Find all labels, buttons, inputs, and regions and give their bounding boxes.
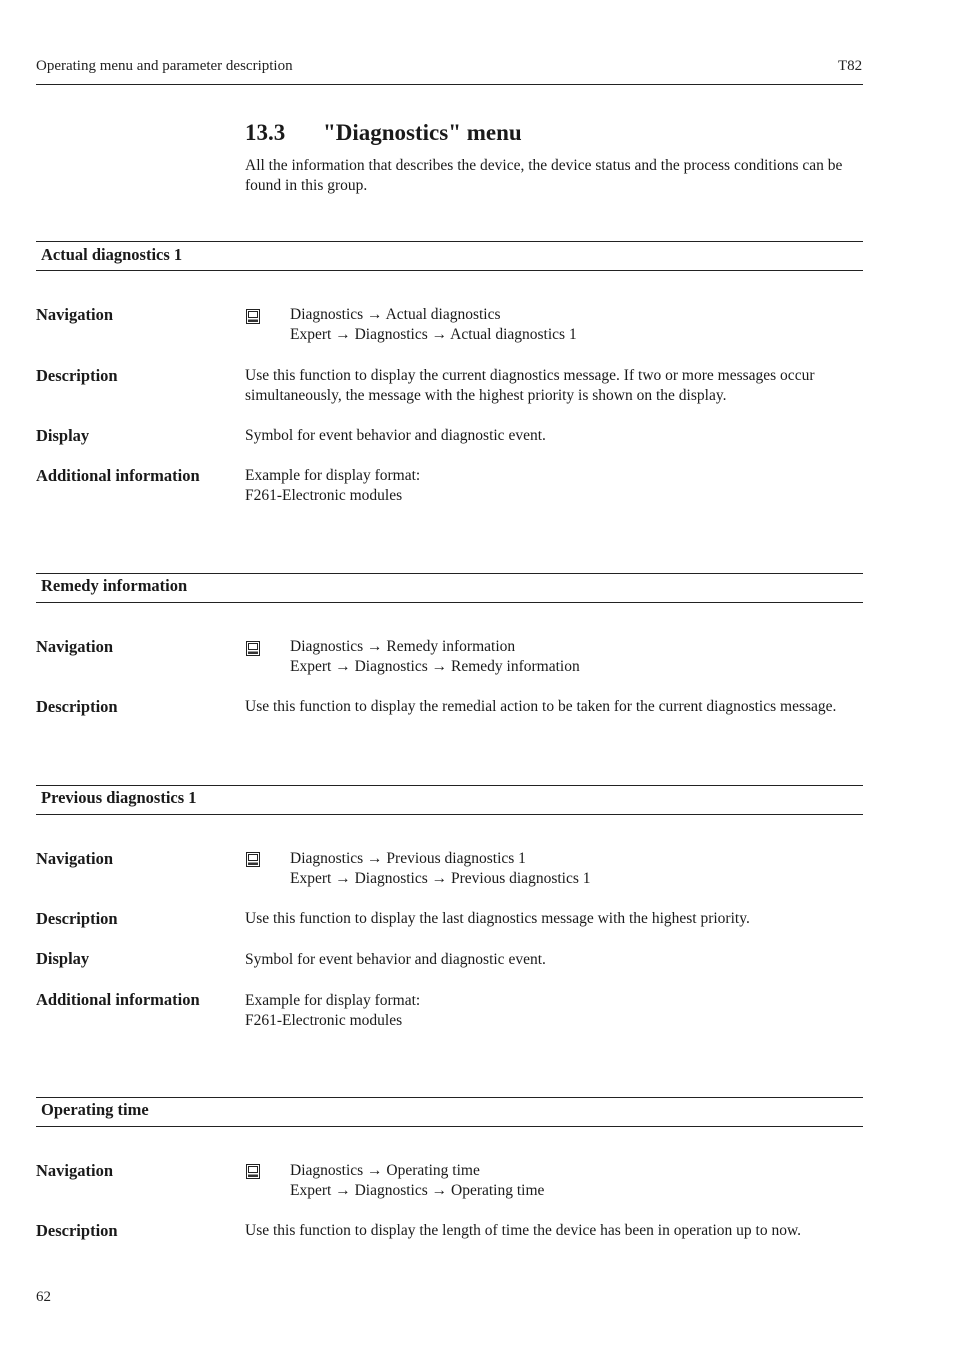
additional-info-line: F261-Electronic modules xyxy=(245,486,403,504)
description-label: Description xyxy=(36,909,118,928)
display-label: Display xyxy=(36,426,90,445)
section-rule-bottom xyxy=(36,1126,863,1127)
additional-info-line: F261-Electronic modules xyxy=(245,1011,403,1029)
description-label: Description xyxy=(36,697,118,716)
navigation-path xyxy=(290,1161,544,1200)
description-text xyxy=(245,909,860,929)
section-rule-top xyxy=(36,573,863,574)
description-line: Use this function to display the current diagnostics message. If two or more messages occur xyxy=(245,367,815,384)
display-device-icon xyxy=(246,1164,260,1179)
description-label: Description xyxy=(36,1221,118,1240)
section-rule-bottom xyxy=(36,270,863,271)
chapter-title: "Diagnostics" menu xyxy=(323,120,522,145)
description-label: Description xyxy=(36,366,118,385)
display-device-icon xyxy=(246,852,260,867)
section-rule-bottom xyxy=(36,814,863,815)
chapter-intro-line: All the information that describes the device, the device status and the process conditions can be xyxy=(245,157,843,174)
display-device-icon xyxy=(246,309,260,324)
section-title: Remedy information xyxy=(41,576,188,595)
page-number: 62 xyxy=(36,1289,51,1305)
section-rule-top xyxy=(36,785,863,786)
navigation-path xyxy=(290,637,580,676)
navigation-label: Navigation xyxy=(36,1161,114,1180)
section-rule-top xyxy=(36,241,863,242)
navigation-label: Navigation xyxy=(36,637,114,656)
section-rule-top xyxy=(36,1097,863,1098)
description-line: simultaneously, the message with the highest priority is shown on the display. xyxy=(245,386,727,404)
navigation-label: Navigation xyxy=(36,849,114,868)
header-rule xyxy=(36,84,863,85)
description-line: Use this function to display the length of time the device has been in operation up to now. xyxy=(245,1222,802,1239)
description-line: Use this function to display the remedial action to be taken for the current diagnostics message. xyxy=(245,698,837,715)
section-title: Actual diagnostics 1 xyxy=(41,245,183,264)
navigation-path-line: Expert → Diagnostics → Operating time xyxy=(290,1181,545,1199)
section-rule-bottom xyxy=(36,602,863,603)
additional-info-label: Additional information xyxy=(36,990,200,1009)
description-text xyxy=(245,366,860,405)
display-text: Symbol for event behavior and diagnostic event. xyxy=(245,427,546,444)
navigation-path-line: Expert → Diagnostics → Remedy information xyxy=(290,657,580,675)
section-title: Operating time xyxy=(41,1100,149,1119)
navigation-path-line: Expert → Diagnostics → Actual diagnostics 1 xyxy=(290,325,577,343)
description-text xyxy=(245,1221,860,1241)
display-text: Symbol for event behavior and diagnostic event. xyxy=(245,951,546,968)
section-title: Previous diagnostics 1 xyxy=(41,788,197,807)
navigation-path xyxy=(290,849,591,888)
chapter-intro-line: found in this group. xyxy=(245,176,368,194)
navigation-path-line: Expert → Diagnostics → Previous diagnostics 1 xyxy=(290,869,591,887)
navigation-path-line: Diagnostics → Operating time xyxy=(290,1162,480,1179)
navigation-path xyxy=(290,305,577,344)
chapter-number: 13.3 xyxy=(245,120,286,145)
description-line: Use this function to display the last diagnostics message with the highest priority. xyxy=(245,910,750,927)
chapter-intro xyxy=(245,156,860,195)
navigation-path-line: Diagnostics → Actual diagnostics xyxy=(290,306,501,323)
running-header-title: Operating menu and parameter description xyxy=(36,58,293,74)
navigation-path-line: Diagnostics → Previous diagnostics 1 xyxy=(290,850,526,867)
additional-info-text xyxy=(245,991,860,1030)
additional-info-text xyxy=(245,466,860,505)
navigation-path-line: Diagnostics → Remedy information xyxy=(290,638,516,655)
additional-info-line: Example for display format: xyxy=(245,992,421,1009)
running-header-code: T82 xyxy=(838,58,863,74)
display-device-icon xyxy=(246,641,260,656)
description-text xyxy=(245,697,860,717)
navigation-label: Navigation xyxy=(36,305,114,324)
display-label: Display xyxy=(36,949,90,968)
additional-info-label: Additional information xyxy=(36,466,200,485)
additional-info-line: Example for display format: xyxy=(245,467,421,484)
